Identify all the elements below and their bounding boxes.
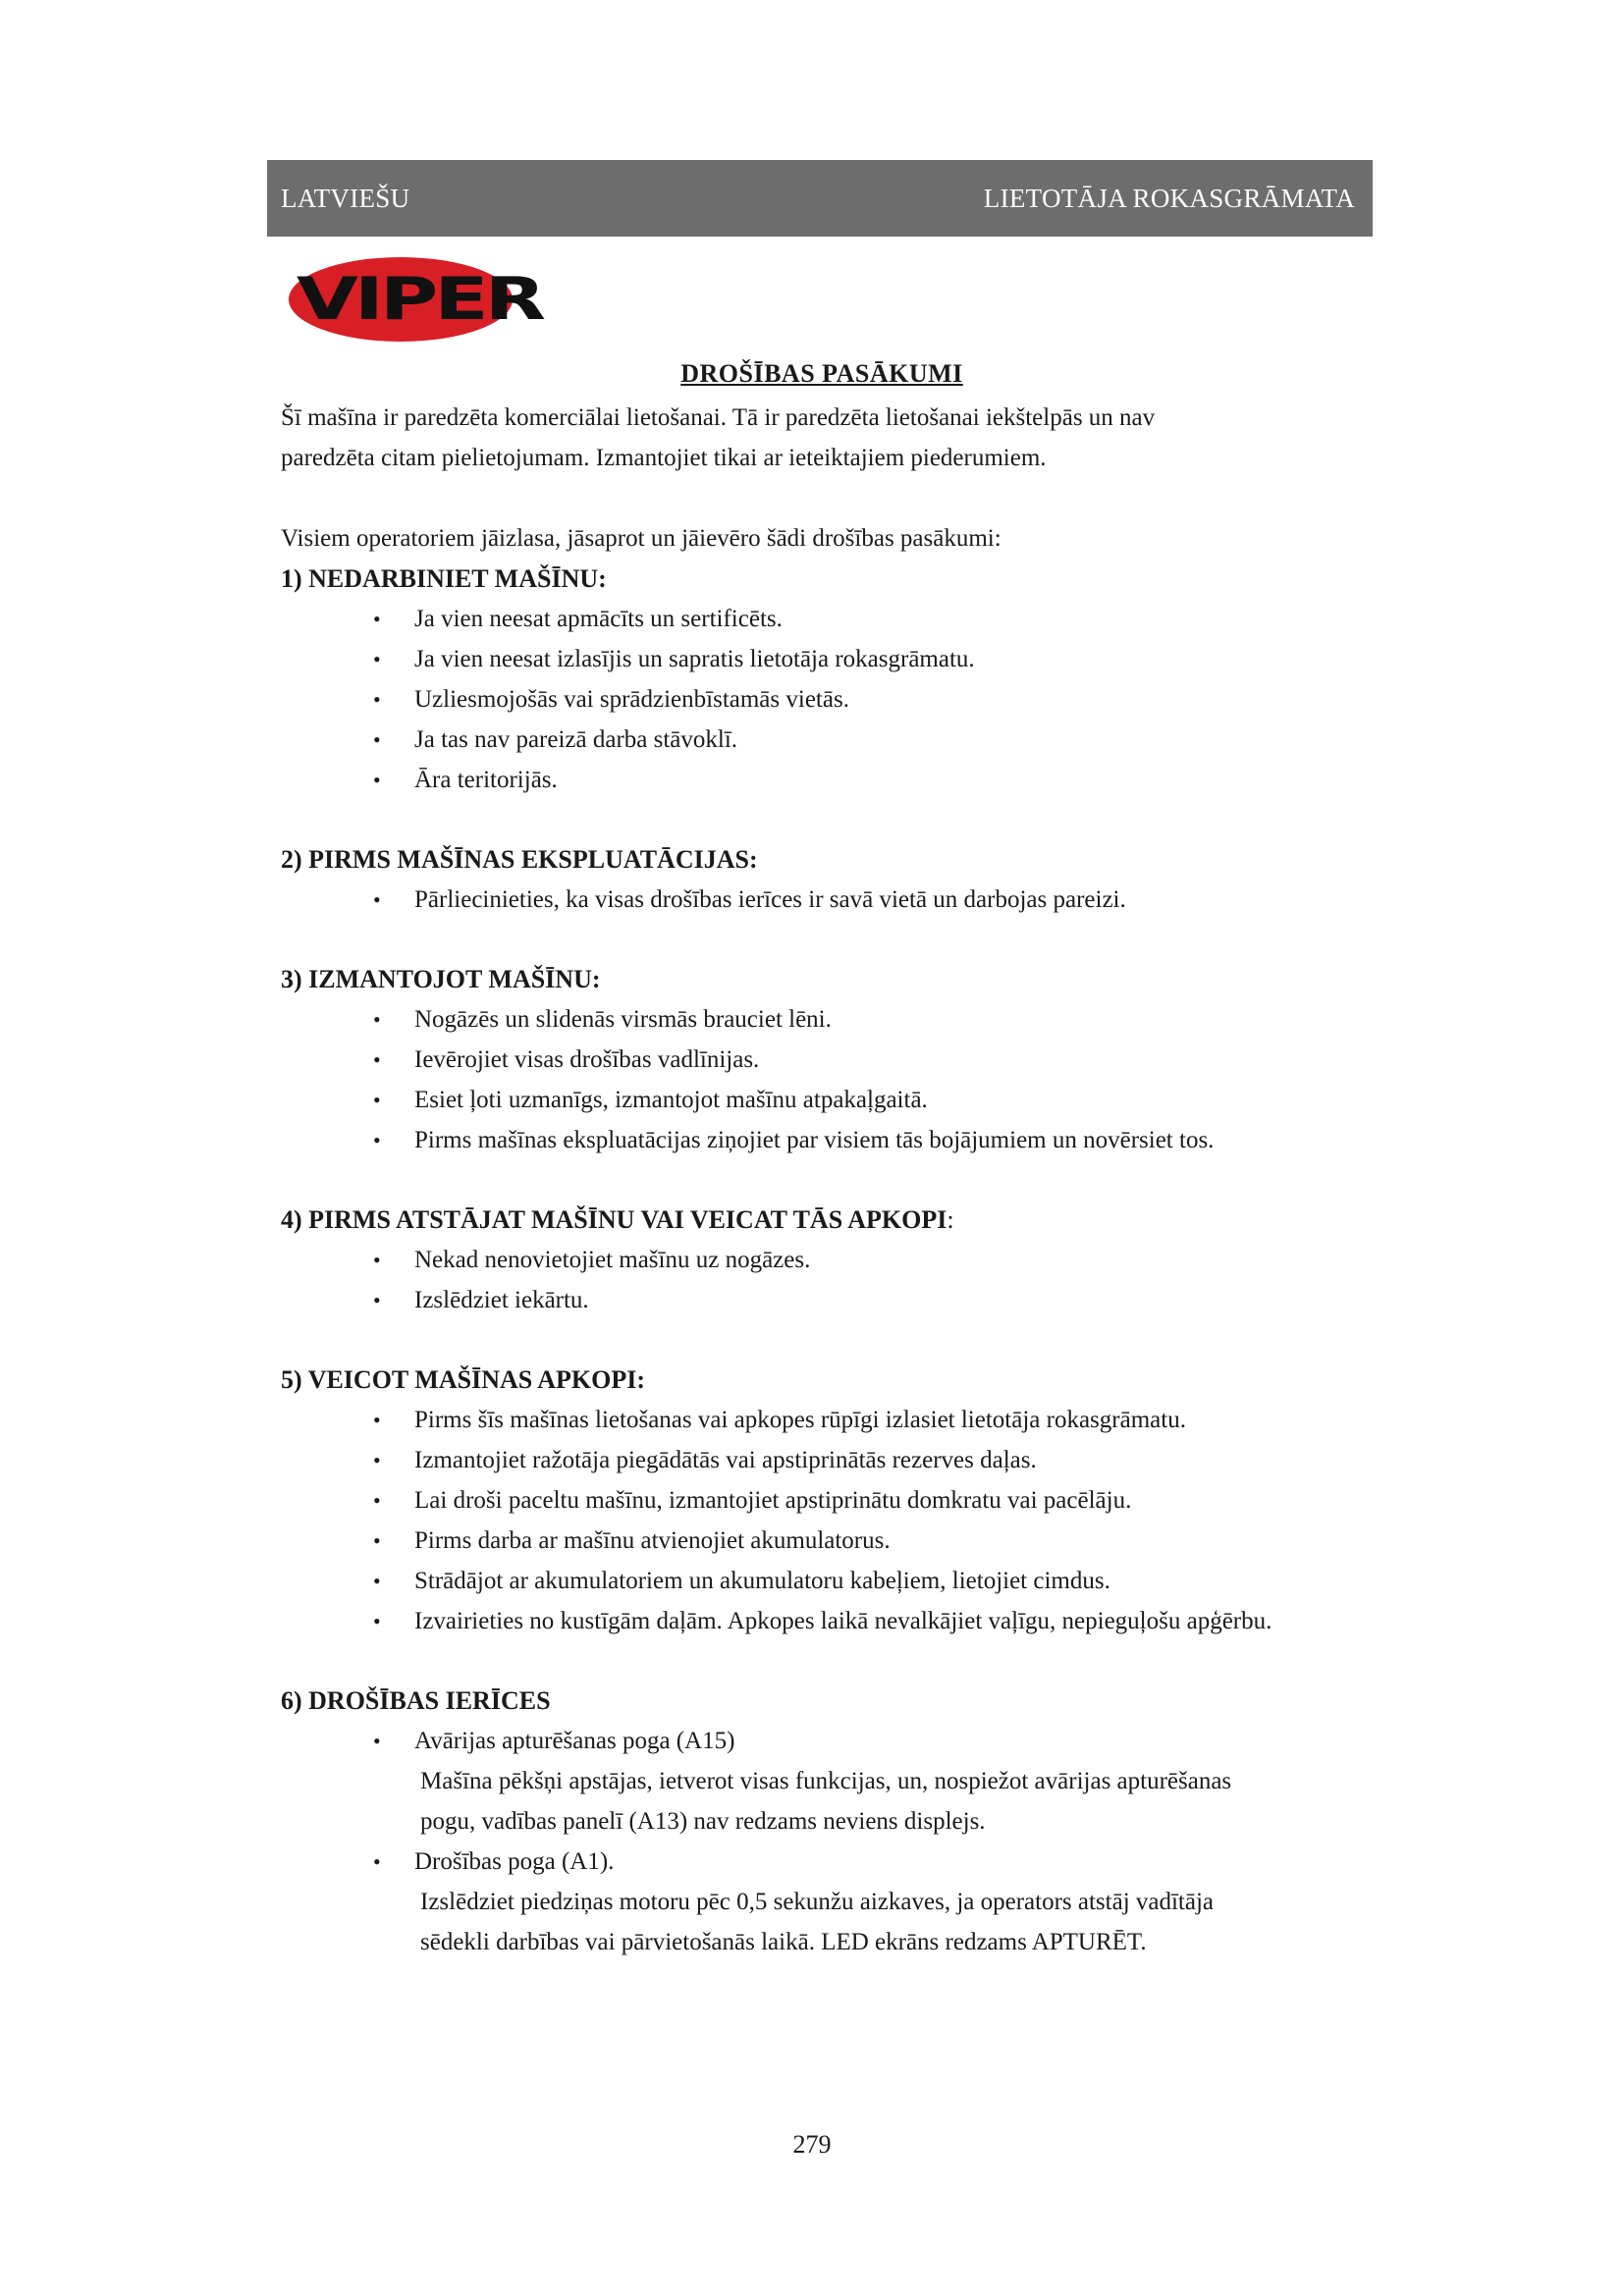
list-item: • Uzliesmojošās vai sprādzienbīstamās vietās. [281, 679, 1380, 720]
section-before-leaving [281, 1200, 1380, 1320]
list-item: • Pirms darba ar mašīnu atvienojiet akumulatorus. [281, 1521, 1380, 1561]
header-manual-title: LIETOTĀJA ROKASGRĀMATA [983, 183, 1355, 213]
section-heading: 5) VEICOT MAŠĪNAS APKOPI: [281, 1365, 646, 1394]
logo-text: VIPER [297, 265, 545, 334]
viper-logo [283, 251, 548, 346]
list-item: • Ja tas nav pareizā darba stāvoklī. [281, 720, 1380, 760]
intro-line-3: Visiem operatoriem jāizlasa, jāsaprot un jāievēro šādi drošības pasākumi: [281, 525, 1001, 552]
bullet-list [281, 1240, 1380, 1320]
section-heading: 1) NEDARBINIET MAŠĪNU: [281, 564, 607, 593]
list-item: • Nekad nenovietojiet mašīnu uz nogāzes. [281, 1240, 1380, 1280]
section-safety-devices [281, 1681, 1380, 1962]
list-item [281, 1842, 1380, 1962]
bullet-list [281, 880, 1380, 920]
list-item: • Ja vien neesat apmācīts un sertificēts. [281, 599, 1380, 639]
section-heading: 6) DROŠĪBAS IERĪCES [281, 1686, 551, 1715]
bullet-list [281, 1400, 1380, 1641]
list-item: • Izmantojiet ražotāja piegādātās vai apstiprinātās rezerves daļas. [281, 1440, 1380, 1480]
list-item: • Ievērojiet visas drošības vadlīnijas. [281, 1040, 1380, 1080]
list-item: • Esiet ļoti uzmanīgs, izmantojot mašīnu atpakaļgaitā. [281, 1080, 1380, 1120]
bullet-list [281, 999, 1380, 1160]
intro-line-2: paredzēta citam pielietojumam. Izmantojiet tikai ar ieteiktajiem piederumiem. [281, 445, 1047, 471]
device-description-line: Mašīna pēkšņi apstājas, ietverot visas funkcijas, un, nospiežot avārijas apturēšanas [420, 1768, 1232, 1794]
list-item: • Strādājot ar akumulatoriem un akumulatoru kabeļiem, lietojiet cimdus. [281, 1561, 1380, 1601]
section-while-using [281, 959, 1380, 1160]
safety-content [281, 398, 1380, 1962]
device-label: Drošības poga (A1). [414, 1848, 615, 1875]
page-number: 279 [792, 2130, 832, 2159]
device-description-line: pogu, vadības panelī (A13) nav redzams neviens displejs. [420, 1808, 986, 1835]
viper-logo-graphic [283, 251, 548, 346]
list-item: • Izslēdziet iekārtu. [281, 1280, 1380, 1320]
list-item: • Lai droši paceltu mašīnu, izmantojiet apstiprinātu domkratu vai pacēlāju. [281, 1480, 1380, 1521]
section-heading: 4) PIRMS ATSTĀJAT MAŠĪNU VAI VEICAT TĀS APKOPI: [281, 1205, 954, 1234]
device-description-line: sēdekli darbības vai pārvietošanās laikā. LED ekrāns redzams APTURĒT. [420, 1929, 1147, 1955]
section-before-operation [281, 839, 1380, 920]
list-item: • Pirms šīs mašīnas lietošanas vai apkopes rūpīgi izlasiet lietotāja rokasgrāmatu. [281, 1400, 1380, 1440]
device-label: Avārijas apturēšanas poga (A15) [414, 1728, 735, 1754]
list-item: • Pārliecinieties, ka visas drošības ierīces ir savā vietā un darbojas pareizi. [281, 880, 1380, 920]
section-do-not-operate [281, 559, 1380, 800]
device-description-line: Izslēdziet piedziņas motoru pēc 0,5 sekunžu aizkaves, ja operators atstāj vadītāja [420, 1889, 1215, 1915]
section-heading: 3) IZMANTOJOT MAŠĪNU: [281, 965, 601, 993]
list-item: • Nogāzēs un slidenās virsmās brauciet lēni. [281, 999, 1380, 1040]
list-item [281, 1721, 1380, 1842]
list-item: • Pirms mašīnas ekspluatācijas ziņojiet par visiem tās bojājumiem un novērsiet tos. [281, 1120, 1380, 1160]
bullet-list [281, 599, 1380, 800]
list-item: • Ja vien neesat izlasījis un sapratis lietotāja rokasgrāmatu. [281, 639, 1380, 679]
header-bar [267, 160, 1373, 237]
section-heading: 2) PIRMS MAŠĪNAS EKSPLUATĀCIJAS: [281, 845, 758, 874]
header-language: LATVIEŠU [281, 183, 410, 213]
list-item: • Izvairieties no kustīgām daļām. Apkopes laikā nevalkājiet vaļīgu, nepieguļošu apģērbu. [281, 1601, 1380, 1641]
page-title: DROŠĪBAS PASĀKUMI [680, 359, 963, 388]
bullet-list [281, 1721, 1380, 1962]
section-maintenance [281, 1360, 1380, 1641]
list-item: • Āra teritorijās. [281, 760, 1380, 800]
intro-line-1: Šī mašīna ir paredzēta komerciālai lietošanai. Tā ir paredzēta lietošanai iekštelpās un nav [281, 404, 1156, 431]
